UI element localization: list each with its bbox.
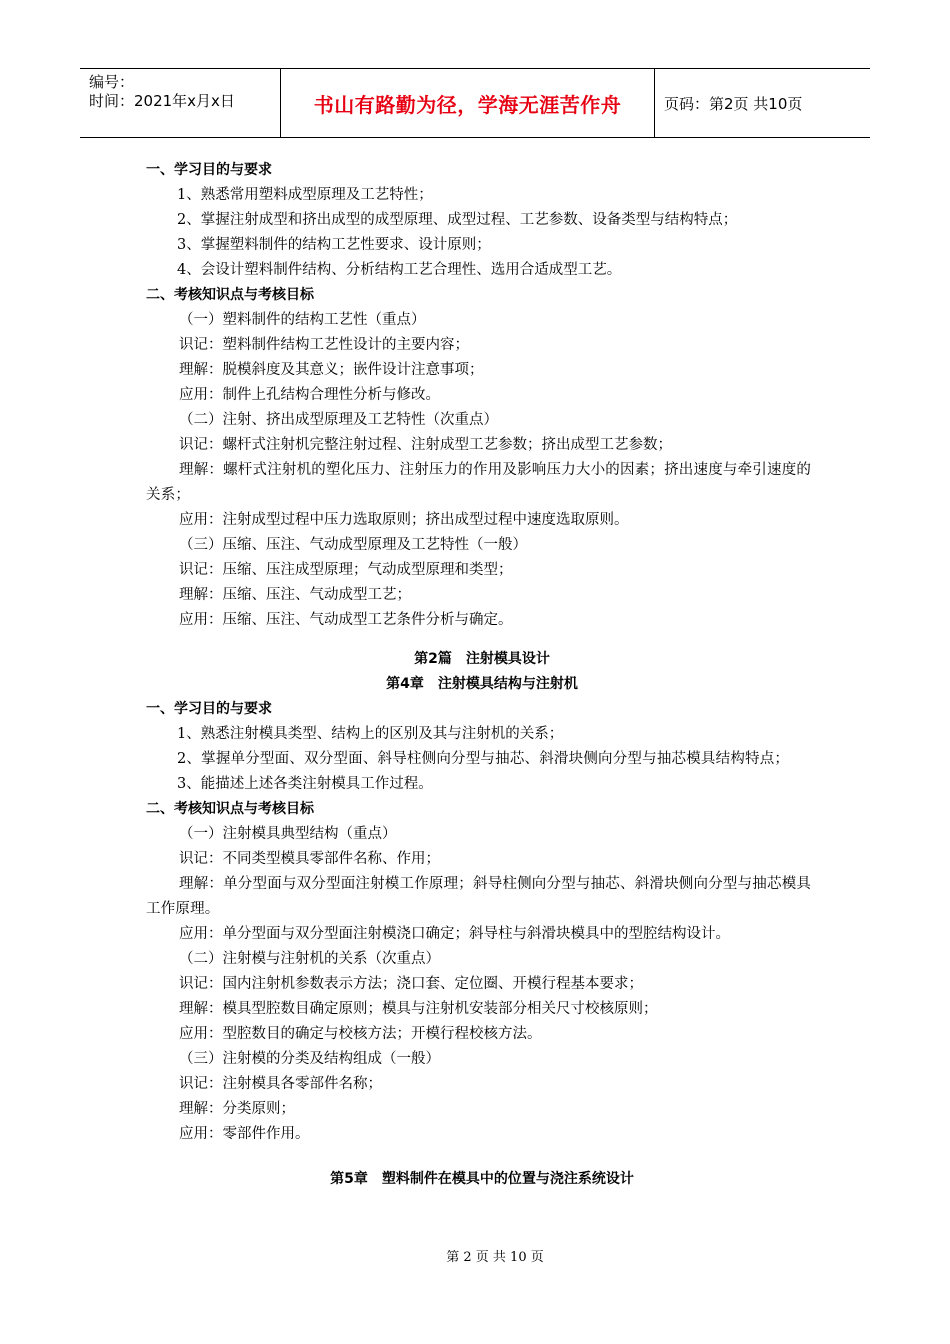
list-item: 1、熟悉注射模具类型、结构上的区别及其与注射机的关系； <box>177 726 564 742</box>
section-heading: 一、学习目的与要求 <box>146 162 272 178</box>
part-title: 第2篇 注射模具设计 <box>414 651 550 667</box>
spacer <box>146 633 818 647</box>
list-item: 1、熟悉常用塑料成型原理及工艺特性； <box>177 187 433 203</box>
paragraph-line: 识记：不同类型模具零部件名称、作用； <box>179 851 440 867</box>
header-page-info: 页码：第2页 共10页 <box>664 94 803 113</box>
list-item: 4、会设计塑料制件结构、分析结构工艺合理性、选用合适成型工艺。 <box>177 262 622 278</box>
paragraph-line: 应用：零部件作用。 <box>179 1126 310 1142</box>
paragraph-line: 识记：国内注射机参数表示方法；浇口套、定位圈、开模行程基本要求； <box>179 976 643 992</box>
section-heading: 二、考核知识点与考核目标 <box>146 287 314 303</box>
paragraph-wrapped: 理解：螺杆式注射机的塑化压力、注射压力的作用及影响压力大小的因素；挤出速度与牵引速度的关系； <box>146 462 812 503</box>
list-item: 2、掌握注射成型和挤出成型的成型原理、成型过程、工艺参数、设备类型与结构特点； <box>177 212 738 228</box>
chapter-title: 第4章 注射模具结构与注射机 <box>386 676 578 692</box>
paragraph-line: 理解：压缩、压注、气动成型工艺； <box>179 587 411 603</box>
document-date: 时间：2021年x月x日 <box>89 92 235 110</box>
paragraph-line: 理解：脱模斜度及其意义；嵌件设计注意事项； <box>179 362 484 378</box>
paragraph-line: 应用：注射成型过程中压力选取原则；挤出成型过程中速度选取原则。 <box>179 512 629 528</box>
header-motto: 书山有路勤为径，学海无涯苦作舟 <box>281 69 655 137</box>
spacer <box>146 1147 818 1167</box>
document-number-label: 编号： <box>89 73 135 91</box>
section-heading: 二、考核知识点与考核目标 <box>146 801 314 817</box>
paragraph-line: 理解：模具型腔数目确定原则；模具与注射机安装部分相关尺寸校核原则； <box>179 1001 658 1017</box>
paragraph-line: （二）注射模与注射机的关系（次重点） <box>179 951 440 967</box>
document-body <box>146 158 818 1192</box>
paragraph-line: 应用：型腔数目的确定与校核方法；开模行程校核方法。 <box>179 1026 542 1042</box>
paragraph-line: 识记：压缩、压注成型原理；气动成型原理和类型； <box>179 562 513 578</box>
paragraph-line: 应用：压缩、压注、气动成型工艺条件分析与确定。 <box>179 612 513 628</box>
page-footer: 第 2 页 共 10 页 <box>446 1250 544 1265</box>
paragraph-line: 理解：分类原则； <box>179 1101 295 1117</box>
page-header <box>80 68 870 138</box>
paragraph-wrapped: 理解：单分型面与双分型面注射模工作原理；斜导柱侧向分型与抽芯、斜滑块侧向分型与抽芯模具工作原理。 <box>146 876 812 917</box>
paragraph-line: 识记：塑料制件结构工艺性设计的主要内容； <box>179 337 469 353</box>
list-item-wrapped: 2、掌握单分型面、双分型面、斜导柱侧向分型与抽芯、斜滑块侧向分型与抽芯模具结构特点； <box>177 751 790 767</box>
paragraph-line: （三）压缩、压注、气动成型原理及工艺特性（一般） <box>179 537 527 553</box>
chapter-title: 第5章 塑料制件在模具中的位置与浇注系统设计 <box>330 1171 634 1187</box>
paragraph-line: （三）注射模的分类及结构组成（一般） <box>179 1051 440 1067</box>
paragraph-line: （一）注射模具典型结构（重点） <box>179 826 397 842</box>
paragraph-line: 应用：单分型面与双分型面注射模浇口确定；斜导柱与斜滑块模具中的型腔结构设计。 <box>179 926 730 942</box>
list-item: 3、能描述上述各类注射模具工作过程。 <box>177 776 433 792</box>
paragraph-line: 识记：螺杆式注射机完整注射过程、注射成型工艺参数；挤出成型工艺参数； <box>179 437 672 453</box>
paragraph-line: 识记：注射模具各零部件名称； <box>179 1076 382 1092</box>
paragraph-line: 应用：制件上孔结构合理性分析与修改。 <box>179 387 440 403</box>
paragraph-line: （二）注射、挤出成型原理及工艺特性（次重点） <box>179 412 498 428</box>
list-item: 3、掌握塑料制件的结构工艺性要求、设计原则； <box>177 237 491 253</box>
paragraph-line: （一）塑料制件的结构工艺性（重点） <box>179 312 426 328</box>
header-left-cell <box>80 69 281 137</box>
section-heading: 一、学习目的与要求 <box>146 701 272 717</box>
